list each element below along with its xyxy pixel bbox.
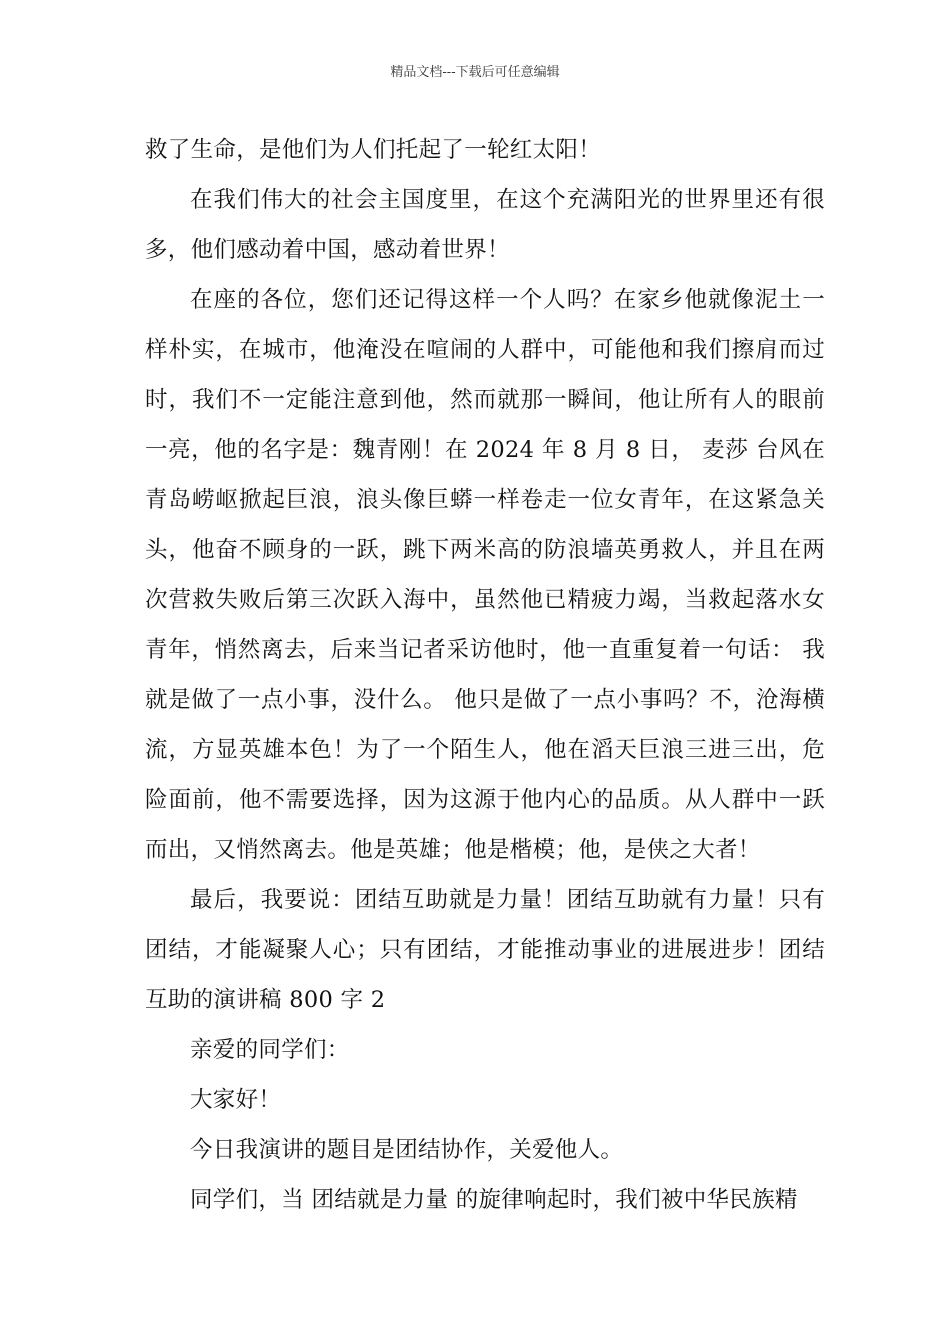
document-body	[145, 125, 825, 1225]
paragraph-7: 今日我演讲的题目是团结协作，关爱他人。	[190, 1137, 624, 1163]
paragraph-2: 在我们伟大的社会主国度里，在这个充满阳光的世界里还有很多，他们感动着中国，感动着世界！	[145, 187, 825, 263]
paragraph-3: 在座的各位，您们还记得这样一个人吗？在家乡他就像泥土一样朴实，在城市，他淹没在喧闹的人群中，可能他和我们擦肩而过时，我们不一定能注意到他，然而就那一瞬间，他让所有人的眼前一亮，他的名字是：魏青刚！在 2024 年 8 月 8 日， 麦莎 台风在青岛崂岖掀起巨浪，浪头像巨蟒一样卷走一位女青年，在这紧急关头，他奋不顾身的一跃，跳下两米高的防浪墙英勇救人，并且在两次营救失败后第三次跃入海中，虽然他已精疲力竭，当救起落水女青年，悄然离去，后来当记者采访他时，他一直重复着一句话： 我就是做了一点小事，没什么。 他只是做了一点小事吗？不，沧海横流，方显英雄本色！为了一个陌生人，他在滔天巨浪三进三出，危险面前，他不需要选择，因为这源于他内心的品质。从人群中一跃而出，又悄然离去。他是英雄；他是楷模；他，是侠之大者！	[145, 287, 825, 863]
paragraph-8: 同学们，当 团结就是力量 的旋律响起时，我们被中华民族精	[190, 1187, 798, 1213]
paragraph-4: 最后，我要说：团结互助就是力量！团结互助就有力量！只有团结，才能凝聚人心；只有团结，才能推动事业的进展进步！团结互助的演讲稿 800 字 2	[145, 887, 825, 1013]
paragraph-5: 亲爱的同学们：	[190, 1037, 350, 1063]
paragraph-1: 救了生命，是他们为人们托起了一轮红太阳！	[145, 137, 602, 163]
paragraph-6: 大家好！	[190, 1087, 282, 1113]
page-header: 精品文档---下载后可任意编辑	[390, 65, 560, 80]
